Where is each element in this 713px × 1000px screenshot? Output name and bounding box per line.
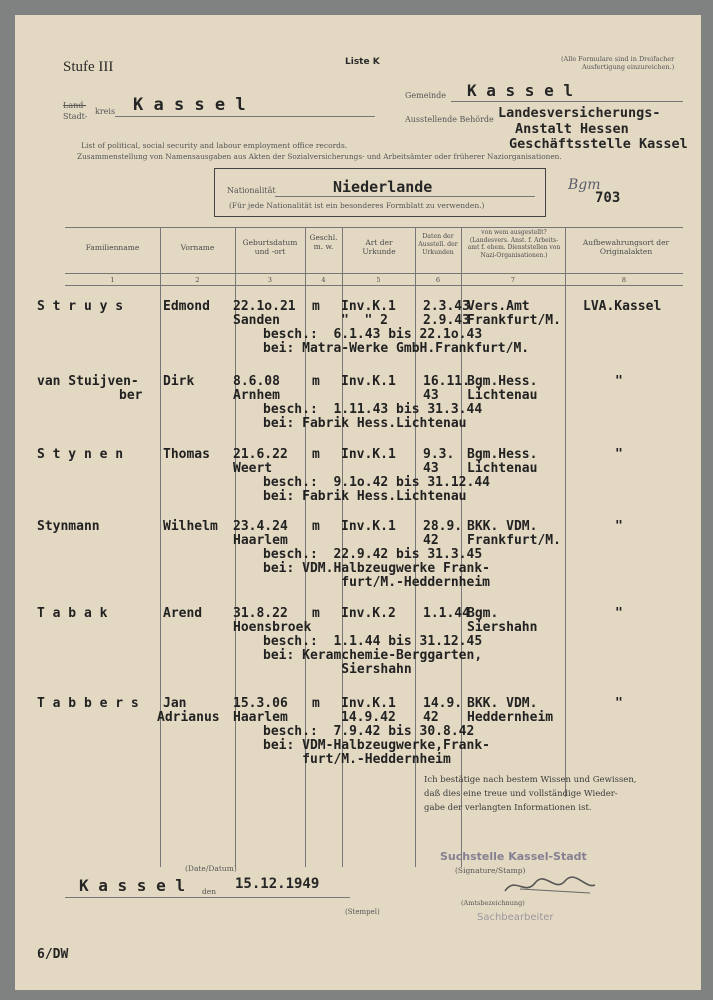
cell-issue-date: 16.11. [423, 374, 470, 389]
cell-archive-location: " [615, 606, 623, 621]
cell-document-type: Inv.K.1 [341, 374, 396, 389]
cell-issuer: Bgm.Hess. [467, 374, 538, 389]
description-german: Zusammenstellung von Namensausgaben aus Akten der Sozialversicherungs- und Arbeitsämter oder früherer Naziorganisationen. [77, 152, 562, 161]
cell-issuer-continued: Heddernheim [467, 710, 554, 725]
col-number-7: 7 [510, 276, 516, 284]
cell-employment-line: Siershahn [263, 662, 412, 677]
liste-label: Liste K [345, 57, 380, 67]
cell-document-type: Inv.K.1 [341, 299, 396, 314]
copies-note: (Alle Formulare sind in Dreifacher Ausfertigung einzureichen.) [561, 55, 675, 71]
place-value: K a s s e l [79, 876, 185, 895]
stempel-label: (Stempel) [345, 908, 380, 916]
cell-issuer-continued: Frankfurt/M. [467, 313, 561, 328]
col-number-1: 1 [110, 276, 115, 284]
cell-sex: m [312, 606, 320, 621]
cell-birth-date: 21.6.22 [233, 447, 288, 462]
behoerde-label: Ausstellende Behörde [405, 115, 494, 124]
cell-employment-line: bei: Fabrik Hess.Lichtenau [263, 489, 467, 504]
land-label: Land- [63, 101, 87, 110]
col-header-4: Geschl. m. w. [309, 233, 338, 251]
cell-birth-date: 23.4.24 [233, 519, 288, 534]
cell-archive-location: " [615, 374, 623, 389]
cell-document-type: Inv.K.1 [341, 447, 396, 462]
cell-employment-line: bei: Fabrik Hess.Lichtenau [263, 416, 467, 431]
cell-firstname: Thomas [163, 447, 210, 462]
col-number-5: 5 [376, 276, 381, 284]
date-value: 15.12.1949 [235, 876, 320, 892]
cell-issuer: Vers.Amt [467, 299, 530, 314]
cell-firstname: Arend [163, 606, 203, 621]
kreis-underline [115, 116, 375, 117]
cell-issue-date: 14.9. [423, 696, 463, 711]
col-header-2: Vorname [180, 243, 215, 252]
description-english: List of political, social security and labour employment office records. [81, 141, 348, 150]
cell-issuer-continued: Frankfurt/M. [467, 533, 561, 548]
stadt-label: Stadt- [63, 112, 88, 121]
col-number-4: 4 [321, 276, 326, 284]
cell-employment-line: furt/M.-Heddernheim [263, 752, 451, 767]
col-header-1: Familienname [85, 243, 140, 252]
col-divider-7 [565, 227, 566, 797]
kreis-label: kreis [95, 107, 116, 116]
date-underline [65, 897, 350, 898]
reference-code: 6/DW [37, 947, 69, 962]
cell-birth-place: Sanden [233, 313, 280, 328]
kreis-value: K a s s e l [133, 95, 246, 115]
stamp-sachbearbeiter: Sachbearbeiter [477, 912, 554, 923]
cell-birth-date: 22.1o.21 [233, 299, 296, 314]
cell-issuer: BKK. VDM. [467, 519, 538, 534]
cell-employment-line: bei: Matra-Werke GmbH.Frankfurt/M. [263, 341, 530, 356]
table-header-rule [65, 273, 683, 274]
cell-employment-line: besch.: 6.1.43 bis 22.1o.43 [263, 327, 483, 342]
cell-issue-date-continued: 43 [423, 388, 439, 403]
nationality-underline [275, 196, 535, 197]
cell-surname: Stynmann [37, 519, 100, 534]
behoerde-line-3: Geschäftsstelle Kassel [509, 136, 688, 152]
cell-birth-place: Haarlem [233, 710, 288, 725]
cell-employment-line: bei: Keramchemie-Berggarten, [263, 648, 483, 663]
cell-archive-location: " [615, 447, 623, 462]
cell-issue-date-continued: 2.9.43 [423, 313, 470, 328]
cell-firstname: Wilhelm [163, 519, 218, 534]
cell-issue-date-continued: 42 [423, 533, 439, 548]
cell-sex: m [312, 374, 320, 389]
cell-employment-line: besch.: 22.9.42 bis 31.3.45 [263, 547, 483, 562]
cell-firstname-continued: Adrianus [157, 710, 220, 725]
behoerde-line-1: Landesversicherungs- [498, 105, 661, 121]
cell-employment-line: besch.: 7.9.42 bis 30.8.42 [263, 724, 475, 739]
cell-surname: T a b b e r s [37, 696, 139, 711]
gemeinde-underline [451, 101, 683, 102]
signature-icon [500, 871, 600, 901]
cell-birth-place: Arnhem [233, 388, 280, 403]
page-number: 703 [595, 190, 621, 206]
nationality-box [214, 168, 546, 217]
cell-surname: S t r u y s [37, 299, 124, 314]
cell-issuer: Bgm. [467, 606, 499, 621]
cell-birth-date: 31.8.22 [233, 606, 288, 621]
gemeinde-label: Gemeinde [405, 91, 447, 100]
cell-birth-place: Hoensbroek [233, 620, 312, 635]
cell-sex: m [312, 299, 320, 314]
cell-surname: T a b a k [37, 606, 108, 621]
amtsbezeichnung-label: (Amtsbezeichnung) [461, 899, 525, 907]
cell-employment-line: bei: VDM.Halbzeugwerke Frank- [263, 561, 490, 576]
certification-text: Ich bestätige nach bestem Wissen und Gewissen, daß dies eine treue und vollständige Wieder- gabe der verlangten Informationen ist. [424, 775, 637, 813]
cell-issue-date: 2.3.43 [423, 299, 470, 314]
cell-document-type: Inv.K.2 [341, 606, 396, 621]
cell-issuer: Bgm.Hess. [467, 447, 538, 462]
cell-document-type: Inv.K.1 [341, 519, 396, 534]
nationality-value: Niederlande [333, 178, 433, 196]
cell-birth-place: Weert [233, 461, 273, 476]
col-number-6: 6 [435, 276, 441, 284]
col-divider-1 [160, 227, 161, 867]
cell-archive-location: LVA.Kassel [583, 299, 662, 314]
cell-issue-date-continued: 42 [423, 710, 439, 725]
cell-surname: S t y n e n [37, 447, 124, 462]
gemeinde-value: K a s s e l [467, 81, 573, 100]
nationality-label: Nationalität [227, 186, 276, 195]
date-label: (Date/Datum) [185, 864, 237, 873]
cell-birth-place: Haarlem [233, 533, 288, 548]
cell-issue-date: 28.9. [423, 519, 463, 534]
cell-employment-line: besch.: 1.1.44 bis 31.12.45 [263, 634, 483, 649]
cell-issue-date: 9.3. [423, 447, 455, 462]
cell-firstname: Jan [163, 696, 187, 711]
cell-firstname: Edmond [163, 299, 210, 314]
table-number-rule [65, 285, 683, 286]
stufe-label: Stufe III [63, 59, 114, 75]
signature-label: (Signature/Stamp) [455, 866, 526, 875]
cell-issuer-continued: Lichtenau [467, 461, 538, 476]
nationality-note: (Für jede Nationalität ist ein besonderes Formblatt zu verwenden.) [229, 201, 485, 210]
col-number-3: 3 [267, 276, 273, 284]
cell-document-type: Inv.K.1 [341, 696, 396, 711]
cell-firstname: Dirk [163, 374, 195, 389]
cell-sex: m [312, 696, 320, 711]
cell-archive-location: " [615, 696, 623, 711]
behoerde-line-2: Anstalt Hessen [515, 121, 629, 137]
cell-surname: van Stuijven- [37, 374, 139, 389]
col-header-7: von wem ausgestellt? (Landesvers. Anst. f. Arbeits- amt f. ehem. Dienststellen von Nazi-Organisationen.) [467, 229, 561, 259]
stamp-office: Suchstelle Kassel-Stadt [440, 850, 587, 863]
document-sheet [15, 15, 701, 990]
handwritten-note: Bgm [568, 177, 601, 193]
cell-document-type-continued: 14.9.42 [341, 710, 396, 725]
cell-issuer-continued: Lichtenau [467, 388, 538, 403]
cell-issue-date-continued: 43 [423, 461, 439, 476]
table-top-rule [65, 227, 683, 228]
cell-issuer-continued: Siershahn [467, 620, 538, 635]
cell-document-type-continued: " " 2 [341, 313, 388, 328]
col-number-8: 8 [621, 276, 627, 284]
cell-employment-line: besch.: 9.1o.42 bis 31.12.44 [263, 475, 490, 490]
col-header-5: Art der Urkunde [362, 238, 396, 256]
cell-birth-date: 8.6.08 [233, 374, 280, 389]
cell-archive-location: " [615, 519, 623, 534]
col-number-2: 2 [195, 276, 200, 284]
cell-birth-date: 15.3.06 [233, 696, 288, 711]
cell-employment-line: bei: VDM-Halbzeugwerke,Frank- [263, 738, 490, 753]
den-label: den [202, 887, 217, 896]
col-header-6: Daten der Ausstell. der Urkunden [418, 233, 458, 256]
col-header-3: Geburtsdatum und -ort [242, 238, 298, 256]
col-header-8: Aufbewahrungsort der Originalakten [582, 238, 670, 256]
cell-employment-line: besch.: 1.11.43 bis 31.3.44 [263, 402, 483, 417]
cell-sex: m [312, 447, 320, 462]
cell-issuer: BKK. VDM. [467, 696, 538, 711]
cell-employment-line: furt/M.-Heddernheim [263, 575, 490, 590]
cell-surname-continued: ber [119, 388, 143, 403]
cell-sex: m [312, 519, 320, 534]
cell-issue-date: 1.1.44 [423, 606, 470, 621]
